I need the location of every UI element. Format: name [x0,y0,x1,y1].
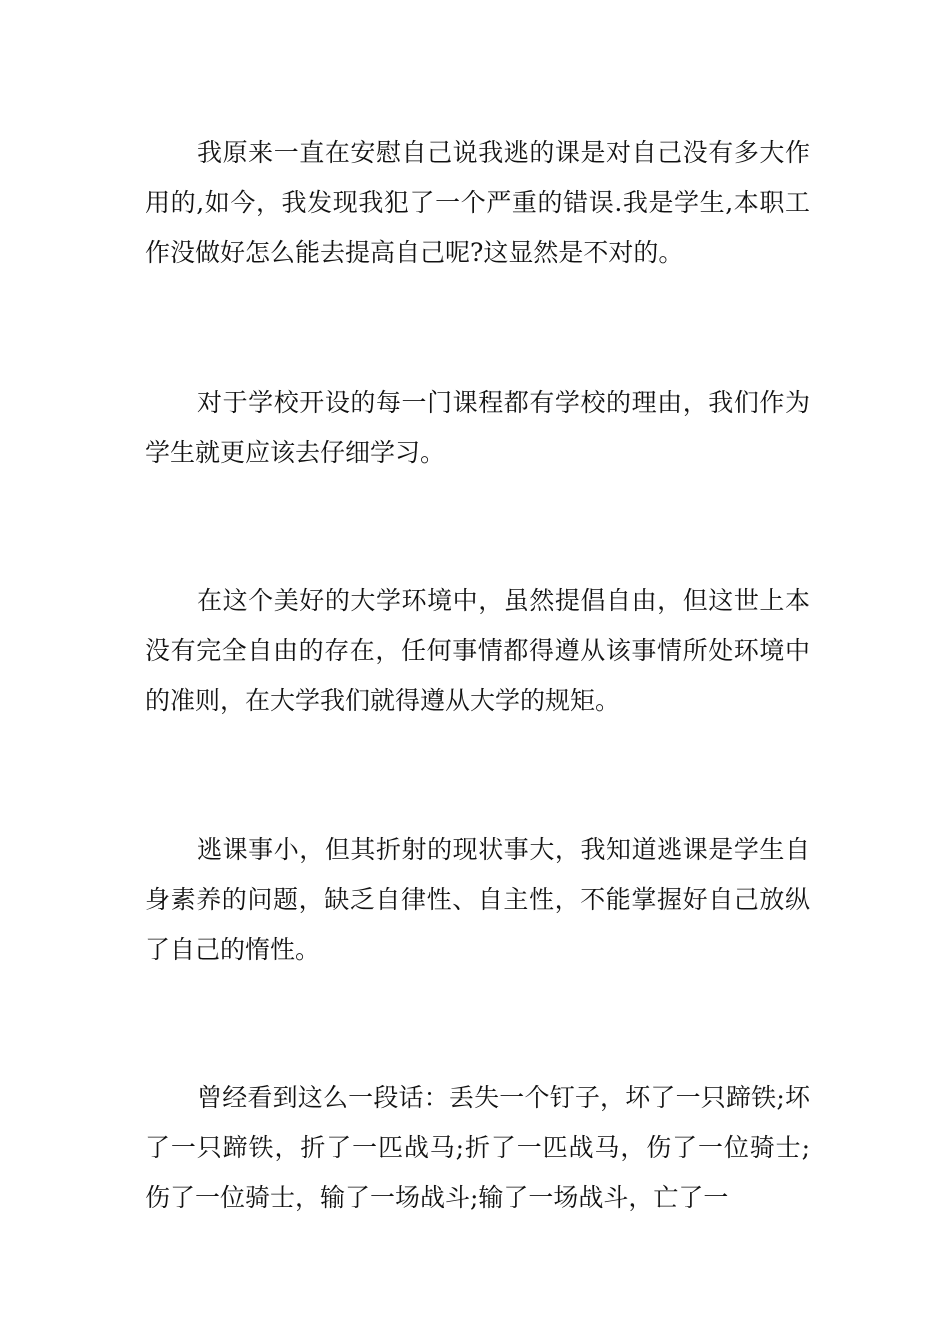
paragraph-1: 我原来一直在安慰自己说我逃的课是对自己没有多大作用的,如今，我发现我犯了一个严重的错误.我是学生,本职工作没做好怎么能去提高自己呢?这显然是不对的。 [145,138,810,267]
paragraph-3: 在这个美好的大学环境中，虽然提倡自由，但这世上本没有完全自由的存在，任何事情都得遵从该事情所处环境中的准则，在大学我们就得遵从大学的规矩。 [145,586,810,715]
paragraph-2: 对于学校开设的每一门课程都有学校的理由，我们作为学生就更应该去仔细学习。 [145,388,810,467]
paragraph-5: 曾经看到这么一段话：丢失一个钉子，坏了一只蹄铁;坏了一只蹄铁，折了一匹战马;折了一匹战马，伤了一位骑士;伤了一位骑士，输了一场战斗;输了一场战斗，亡了一 [145,1083,810,1212]
paragraph-4: 逃课事小，但其折射的现状事大，我知道逃课是学生自身素养的问题，缺乏自律性、自主性，不能掌握好自己放纵了自己的惰性。 [145,835,810,964]
